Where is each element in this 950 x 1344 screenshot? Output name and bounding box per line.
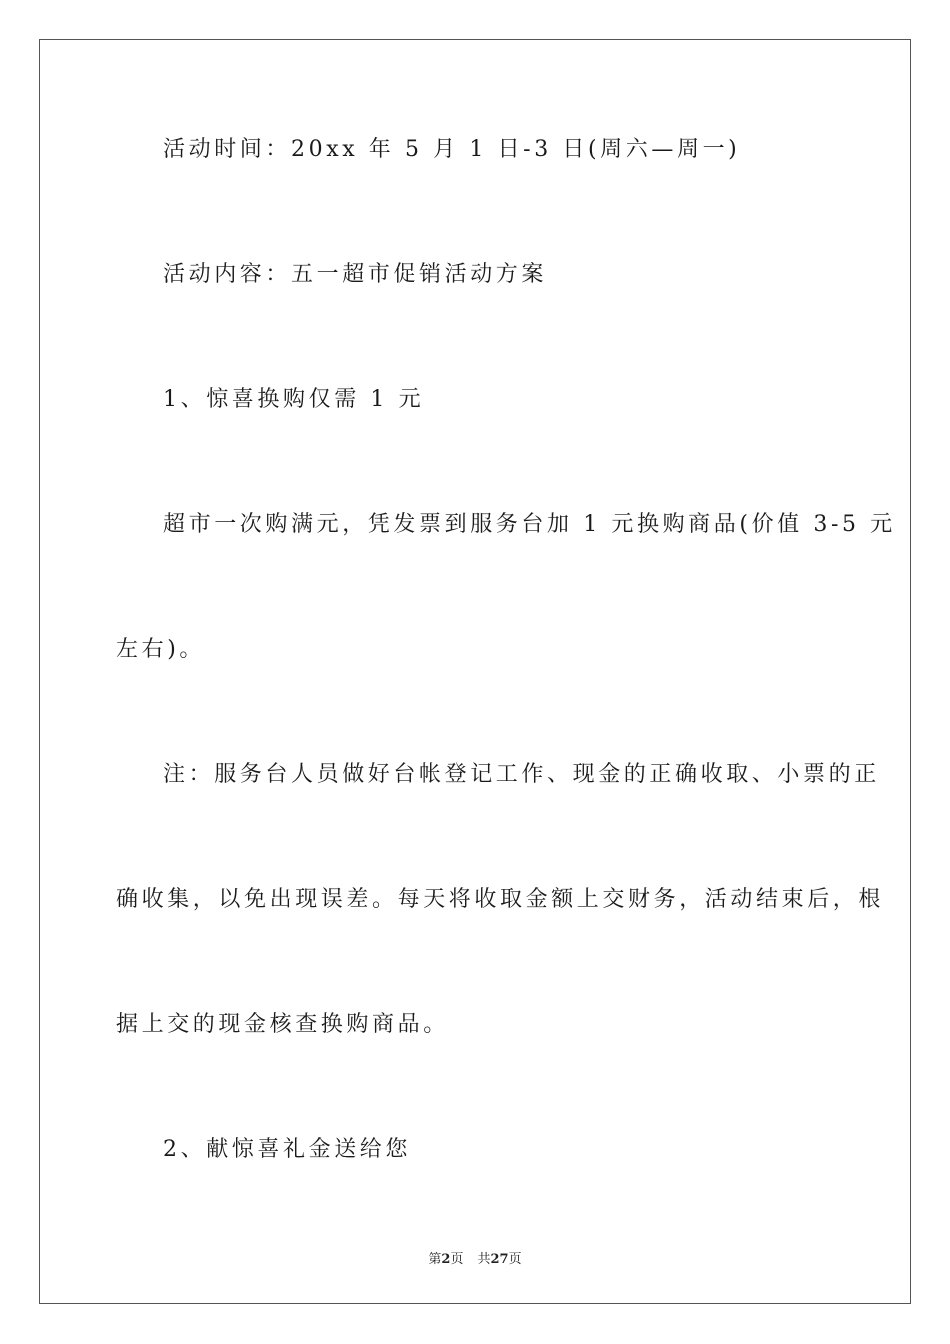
- section-2-heading: 2、献惊喜礼金送给您: [163, 1137, 411, 1162]
- body-text-line: 左右)。: [116, 637, 205, 662]
- page-footer: [0, 1248, 950, 1267]
- footer-total-suffix: 页: [508, 1252, 522, 1267]
- note-text-line: 确收集，以免出现误差。每天将收取金额上交财务，活动结束后，根: [116, 887, 885, 912]
- footer-page-prefix: 第: [428, 1252, 442, 1267]
- footer-page-number: 2: [441, 1252, 451, 1267]
- body-text-line: 超市一次购满元，凭发票到服务台加 1 元换购商品(价值 3-5 元: [163, 512, 896, 537]
- footer-total-pages: 27: [490, 1252, 509, 1267]
- note-text-line: 注：服务台人员做好台帐登记工作、现金的正确收取、小票的正: [163, 762, 880, 787]
- section-1-heading: 1、惊喜换购仅需 1 元: [163, 387, 425, 412]
- page-border: [39, 39, 911, 1304]
- note-text-line: 据上交的现金核查换购商品。: [116, 1012, 449, 1037]
- activity-time-line: 活动时间：20xx 年 5 月 1 日-3 日(周六—周一): [163, 137, 741, 162]
- footer-total-prefix: 共: [477, 1252, 491, 1267]
- activity-content-line: 活动内容：五一超市促销活动方案: [163, 262, 548, 287]
- footer-page-suffix: 页: [450, 1252, 464, 1267]
